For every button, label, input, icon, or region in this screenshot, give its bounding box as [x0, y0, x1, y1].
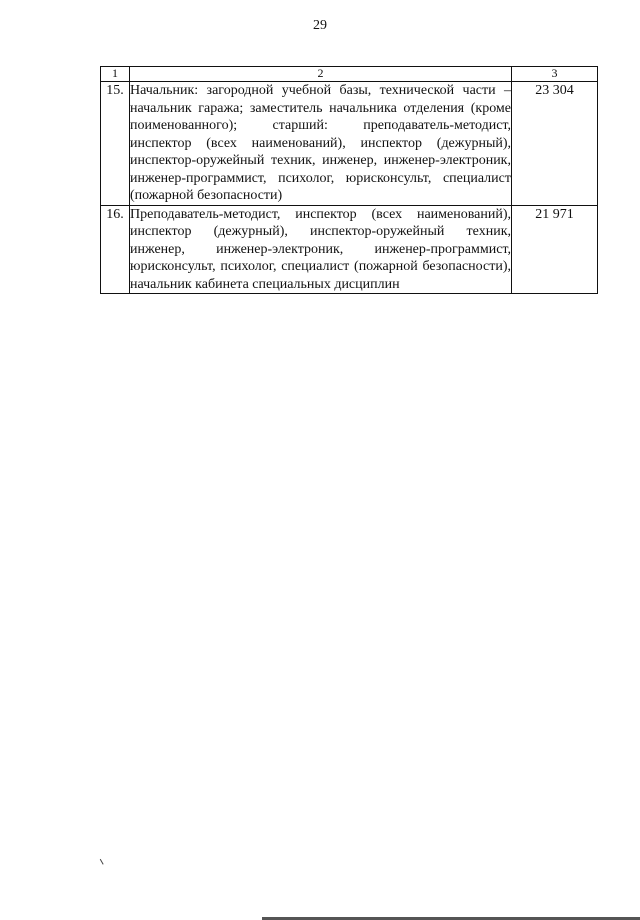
table-row: [101, 205, 598, 294]
scan-artifact-mark: [100, 857, 106, 864]
salary-table: [100, 66, 598, 294]
table-header-row: [101, 67, 598, 82]
page-number: 29: [313, 18, 327, 33]
row-position-list: Преподаватель-методист, инспектор (всех наименований), инспектор (дежурный), инспектор-оружейный техник, инженер, инженер-электроник, инженер-программист, юрисконсульт, психолог, специалист (пожарной безопасности), начальник кабинета специальных дисциплин: [130, 206, 511, 292]
column-header-position: 2: [130, 67, 512, 82]
column-header-amount: 3: [512, 67, 598, 82]
row-position-list: Начальник: загородной учебной базы, технической части – начальник гаража; заместитель начальника отделения (кроме поименованного); старший: преподаватель-методист, инспектор (всех наименований), инспектор (дежурный), инспектор-оружейный техник, инженер, инженер-электроник, инженер-программист, психолог, юрисконсульт, специалист (пожарной безопасности): [130, 83, 511, 203]
row-number: 16.: [101, 205, 130, 294]
table-row: [101, 82, 598, 206]
row-number: 15.: [101, 82, 130, 206]
row-amount: 23 304: [512, 82, 598, 206]
column-header-number: 1: [101, 67, 130, 82]
row-amount: 21 971: [512, 205, 598, 294]
